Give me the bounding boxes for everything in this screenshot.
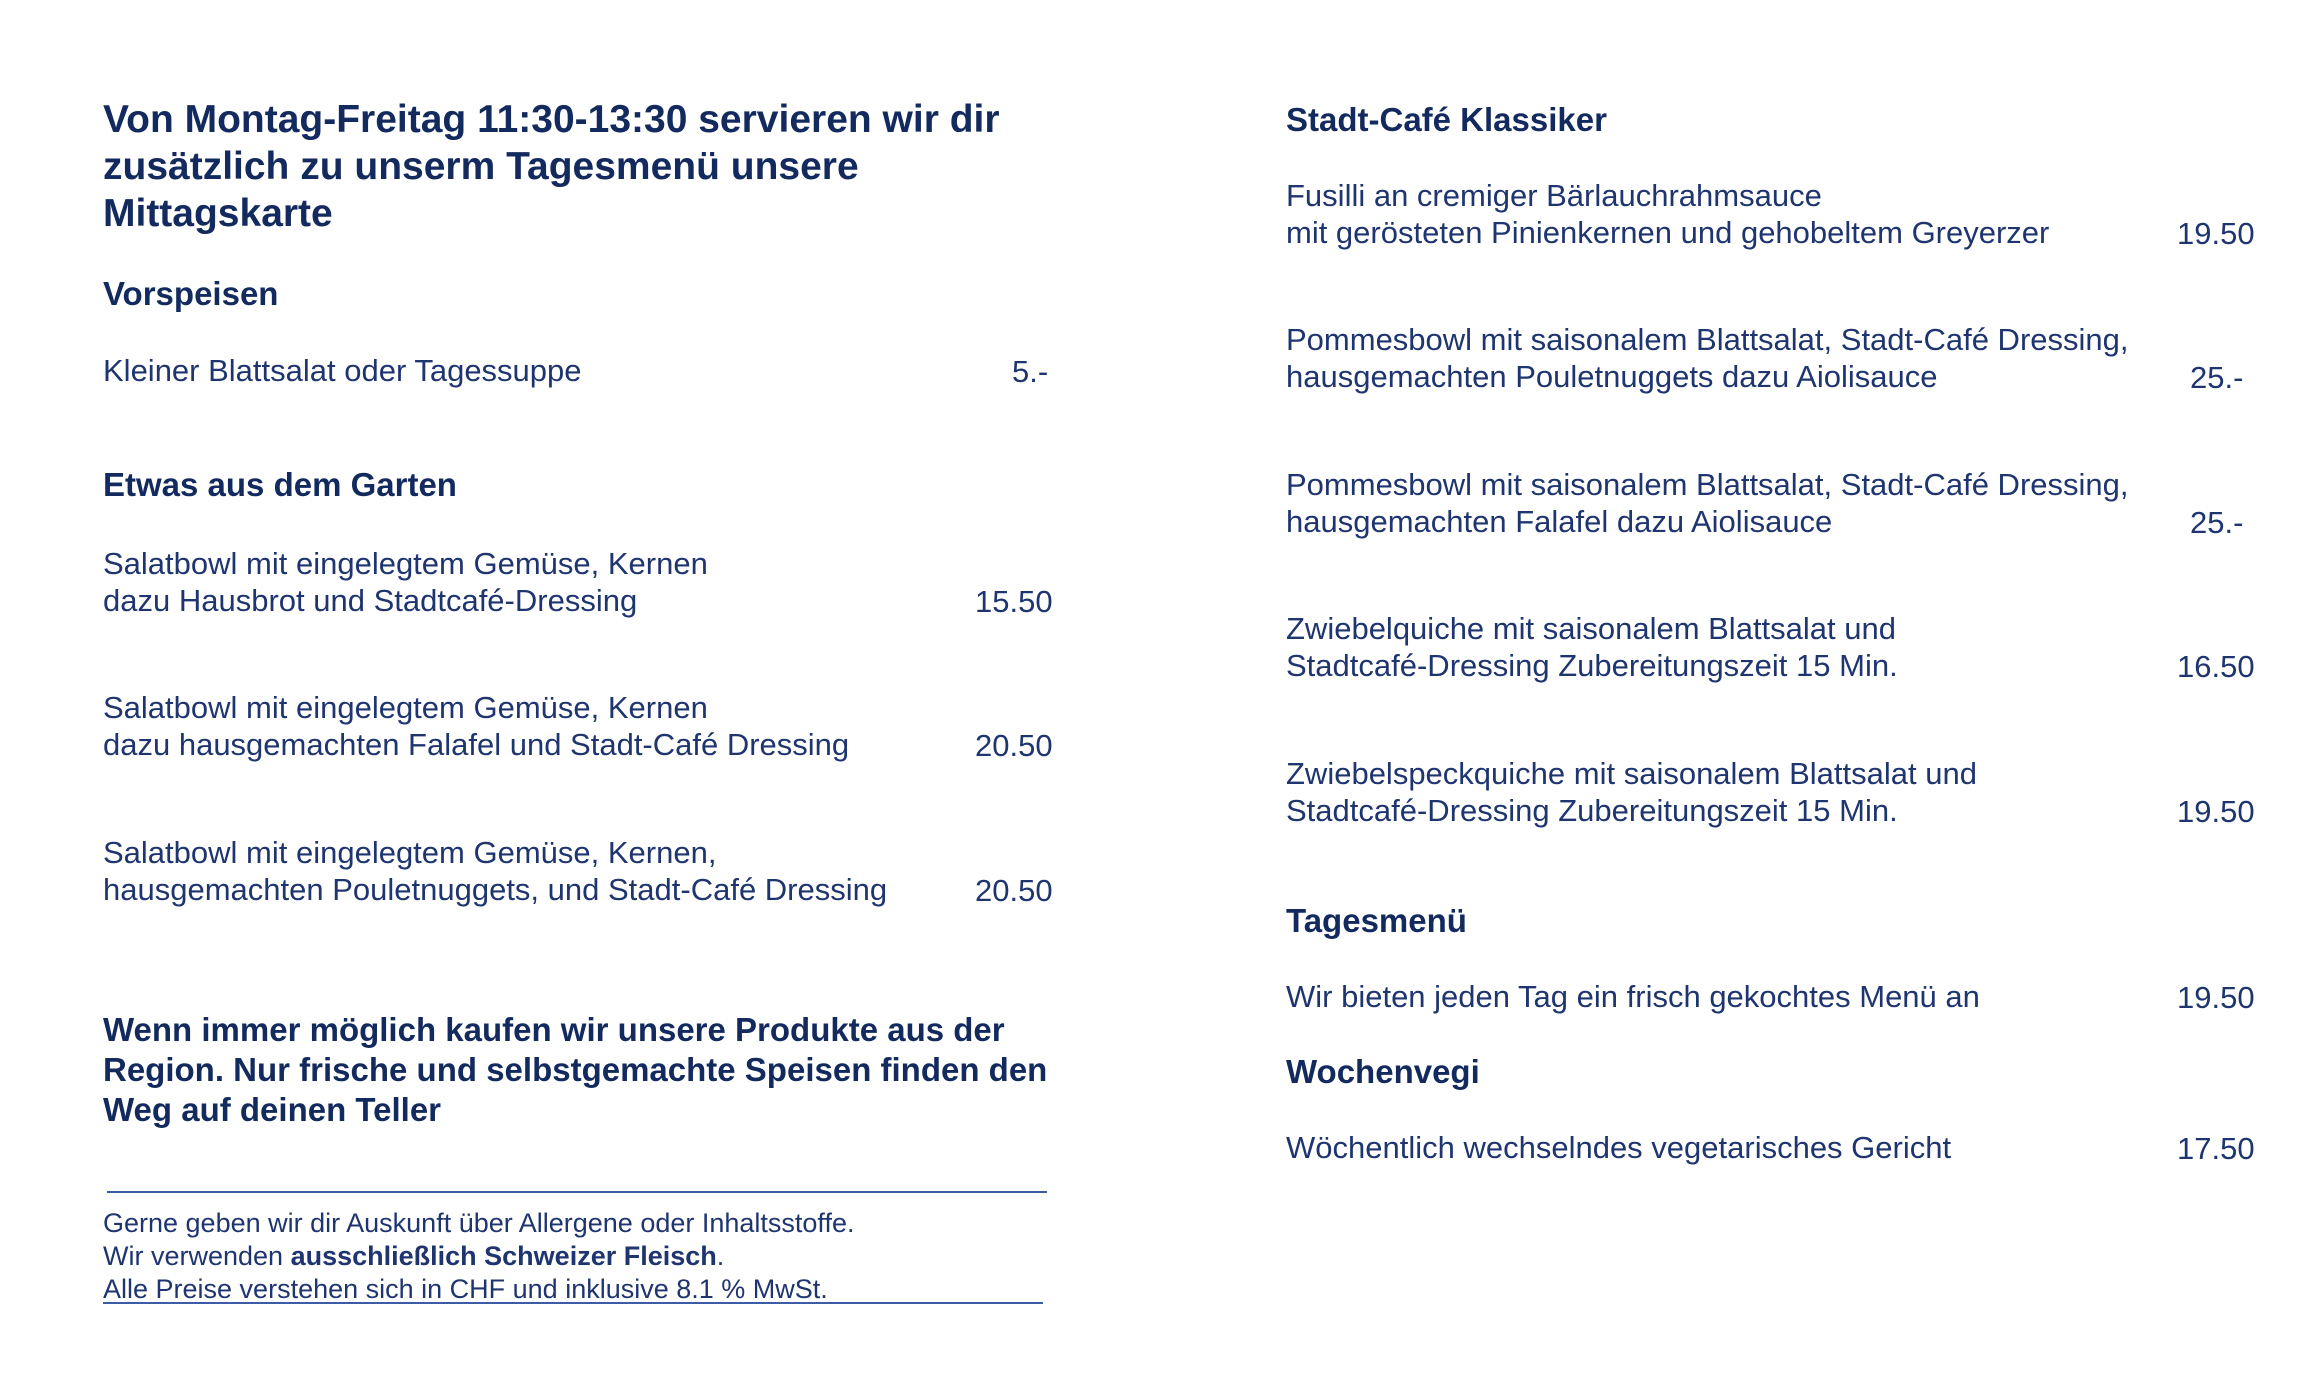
menu-item-line: Wir bieten jeden Tag ein frisch gekochtes Menü an — [1286, 979, 1980, 1014]
menu-item-price: 25.- — [2190, 505, 2244, 540]
intro-line-3: Mittagskarte — [103, 192, 333, 235]
menu-item-line: dazu hausgemachten Falafel und Stadt-Café Dressing — [103, 727, 850, 762]
footer-divider-bottom — [103, 1302, 1043, 1304]
menu-item-price: 20.50 — [975, 873, 1053, 908]
menu-item-line: dazu Hausbrot und Stadtcafé-Dressing — [103, 583, 638, 618]
section-title-klassiker: Stadt-Café Klassiker — [1286, 101, 1607, 138]
menu-item-description — [1286, 466, 2129, 540]
menu-item-description — [1286, 978, 1980, 1015]
section-title-wochenvegi: Wochenvegi — [1286, 1053, 1480, 1090]
regional-note — [103, 1010, 1047, 1130]
intro-line-1: Von Montag-Freitag 11:30-13:30 servieren wir dir — [103, 98, 1000, 141]
menu-item-description — [1286, 177, 2049, 251]
menu-item-description — [1286, 321, 2129, 395]
menu-item-line: Stadtcafé-Dressing Zubereitungszeit 15 Min. — [1286, 648, 1898, 683]
footer-line-2-prefix: Wir verwenden — [103, 1241, 291, 1271]
menu-item-line: hausgemachten Falafel dazu Aiolisauce — [1286, 504, 1833, 539]
menu-item-line: Salatbowl mit eingelegtem Gemüse, Kernen — [103, 690, 708, 725]
intro-heading — [103, 96, 1103, 237]
menu-item-price: 20.50 — [975, 728, 1053, 763]
intro-line-2: zusätzlich zu unserm Tagesmenü unsere — [103, 145, 859, 188]
menu-item-line: mit gerösteten Pinienkernen und gehobeltem Greyerzer — [1286, 215, 2050, 250]
footer-info — [103, 1207, 854, 1306]
menu-item-description — [103, 545, 708, 619]
footer-line-3: Alle Preise verstehen sich in CHF und inklusive 8.1 % MwSt. — [103, 1274, 828, 1304]
menu-item-price: 19.50 — [2177, 216, 2255, 251]
menu-item-price: 15.50 — [975, 584, 1053, 619]
note-line-3: Weg auf deinen Teller — [103, 1091, 442, 1128]
menu-item-description — [103, 352, 582, 389]
menu-item-line: Pommesbowl mit saisonalem Blattsalat, Stadt-Café Dressing, — [1286, 467, 2129, 502]
menu-item-description — [1286, 610, 1898, 684]
section-title-garten: Etwas aus dem Garten — [103, 466, 457, 503]
footer-line-2-bold: ausschließlich Schweizer Fleisch — [290, 1241, 717, 1271]
menu-item-description — [1286, 755, 1977, 829]
menu-item-price: 17.50 — [2177, 1131, 2255, 1166]
menu-item-description — [1286, 1129, 1951, 1166]
menu-item-description — [103, 834, 887, 908]
footer-line-2-suffix: . — [716, 1241, 725, 1271]
section-title-tagesmenu: Tagesmenü — [1286, 902, 1467, 939]
menu-item-line: Salatbowl mit eingelegtem Gemüse, Kernen, — [103, 835, 717, 870]
section-title-vorspeisen: Vorspeisen — [103, 275, 279, 312]
footer-line-2 — [103, 1240, 854, 1273]
menu-item-description — [103, 689, 849, 763]
menu-item-line: Zwiebelspeckquiche mit saisonalem Blattsalat und — [1286, 756, 1977, 791]
footer-divider-top — [107, 1191, 1047, 1193]
menu-item-line: Salatbowl mit eingelegtem Gemüse, Kernen — [103, 546, 708, 581]
menu-item-line: Zwiebelquiche mit saisonalem Blattsalat und — [1286, 611, 1896, 646]
menu-item-line: Wöchentlich wechselndes vegetarisches Gericht — [1286, 1130, 1952, 1165]
menu-item-line: hausgemachten Pouletnuggets, und Stadt-Café Dressing — [103, 872, 888, 907]
footer-line-1: Gerne geben wir dir Auskunft über Allergene oder Inhaltsstoffe. — [103, 1208, 855, 1238]
menu-item-line: Kleiner Blattsalat oder Tagessuppe — [103, 353, 582, 388]
menu-item-price: 5.- — [1012, 354, 1049, 389]
menu-item-line: Stadtcafé-Dressing Zubereitungszeit 15 Min. — [1286, 793, 1898, 828]
menu-item-price: 16.50 — [2177, 649, 2255, 684]
note-line-2: Region. Nur frische und selbstgemachte Speisen finden den — [103, 1051, 1048, 1088]
menu-item-price: 19.50 — [2177, 980, 2255, 1015]
menu-item-line: hausgemachten Pouletnuggets dazu Aiolisauce — [1286, 359, 1938, 394]
menu-item-line: Pommesbowl mit saisonalem Blattsalat, Stadt-Café Dressing, — [1286, 322, 2129, 357]
menu-item-line: Fusilli an cremiger Bärlauchrahmsauce — [1286, 178, 1822, 213]
note-line-1: Wenn immer möglich kaufen wir unsere Produkte aus der — [103, 1011, 1005, 1048]
menu-item-price: 25.- — [2190, 360, 2244, 395]
menu-item-price: 19.50 — [2177, 794, 2255, 829]
